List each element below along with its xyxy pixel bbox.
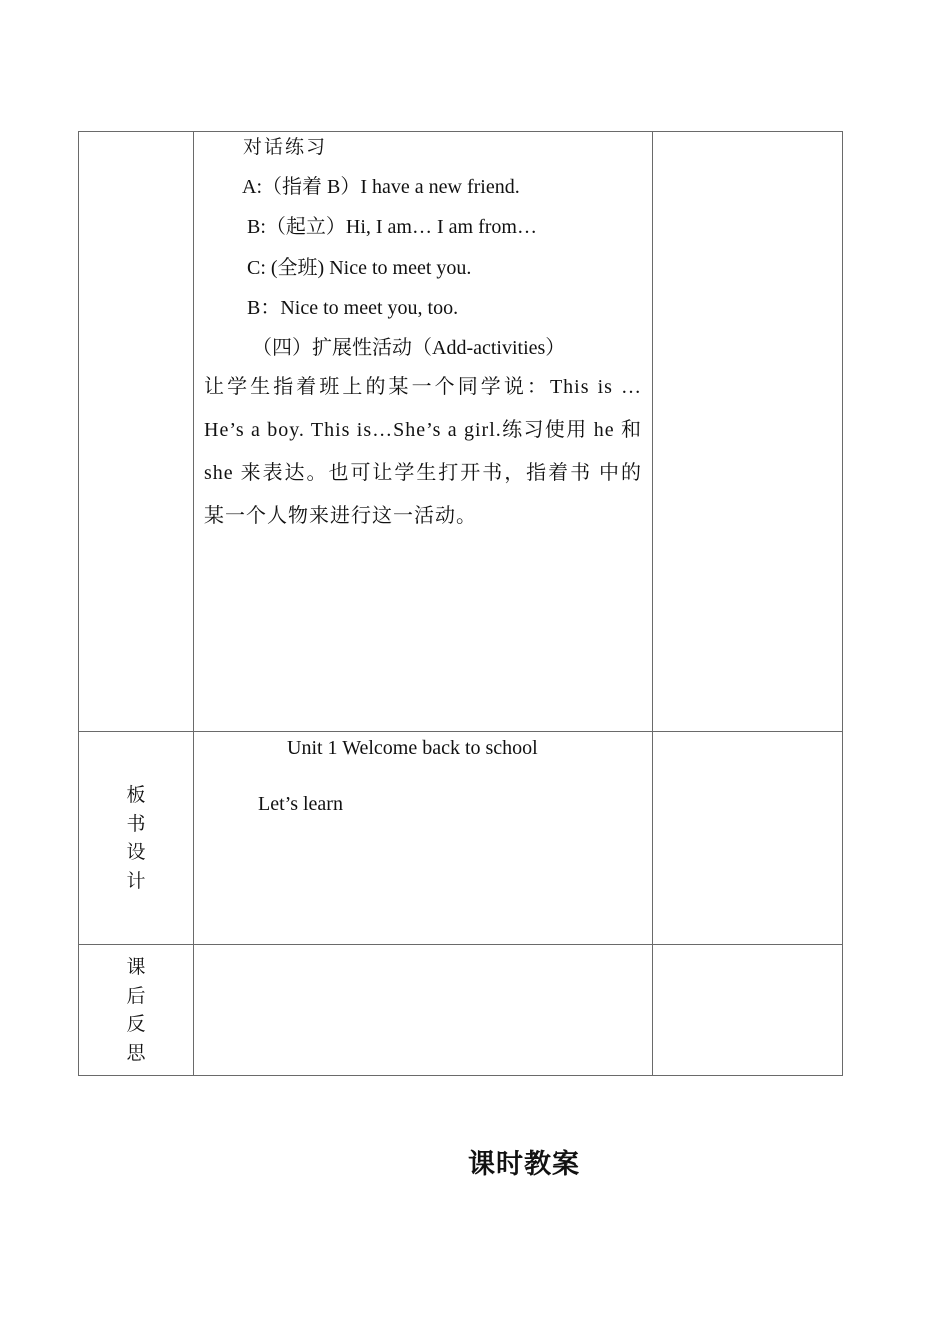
dialogue-line-a: A:（指着 B）I have a new friend. (242, 176, 520, 198)
board-design-label (79, 781, 193, 895)
label-char: 课 (126, 956, 146, 978)
label-char: 思 (126, 1041, 146, 1064)
label-char: 板 (126, 784, 146, 806)
page-title: 课时教案 (468, 1149, 580, 1180)
label-char: 反 (126, 1013, 146, 1035)
table-border-left (78, 131, 79, 1076)
label-char: 计 (126, 869, 146, 892)
column-divider-1 (193, 131, 194, 1076)
label-char: 书 (126, 812, 146, 835)
dialogue-line-c: C: (全班) Nice to meet you. (247, 257, 472, 279)
unit-title: Unit 1 Welcome back to school (287, 737, 538, 759)
dialogue-line-b: B:（起立）Hi, I am… I am from… (247, 216, 537, 238)
reflection-label (79, 953, 193, 1067)
label-char: 设 (126, 841, 146, 863)
label-char: 后 (126, 984, 146, 1007)
dialogue-line-b2: B：Nice to meet you, too. (247, 297, 459, 319)
section-heading: （四）扩展性活动（Add-activities） (252, 337, 566, 359)
activity-paragraph: 让学生指着班上的某一个同学说：This is … He’s a boy. This is…She’s a girl.练习使用 he 和 she 来表达。也可让学生打开书，指着书 中的某一个人物来进行这一活动。 (204, 376, 642, 527)
lesson-subtitle: Let’s learn (258, 793, 343, 815)
table-border-right (842, 131, 843, 1076)
dialogue-heading: 对话练习 (243, 136, 328, 158)
column-divider-2 (652, 131, 653, 1076)
